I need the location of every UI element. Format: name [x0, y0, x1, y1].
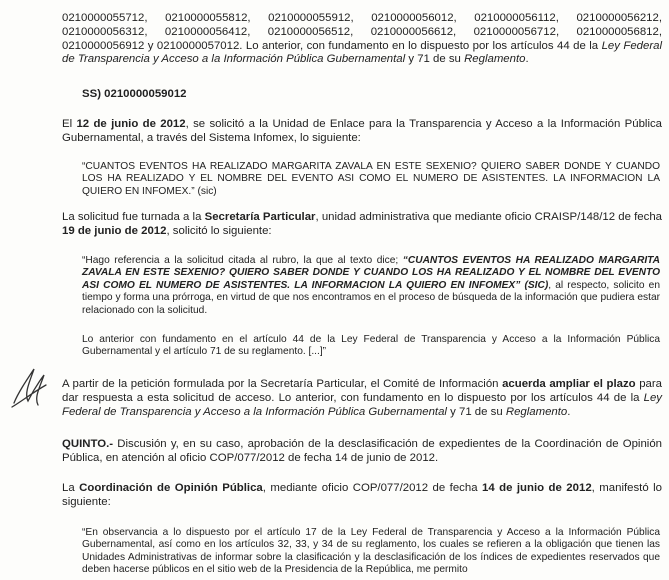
- observance-quote: “En observancia a lo dispuesto por el artículo 17 de la Ley Federal de Transparencia y Acceso a la Información Pública Gubernamental, así como en los artículos 32, 33, y 34 de su reglamento, los cuales se refieren a la obligación que tienen las Unidades Administrativas de informar sobre la clasificación y la desclasificación de los índices de expedientes reservados que deben hacerse públicos en el sitio web de la Presidencia de la República, me permito: [82, 527, 660, 576]
- section-heading-ss: SS) 0210000059012: [82, 88, 187, 100]
- coordination-unit-name: Coordinación de Opinión Pública: [79, 482, 263, 494]
- request-quote: “CUANTOS EVENTOS HA REALIZADO MARGARITA ZAVALA EN ESTE SEXENIO? QUIERO SABER DONDE Y CUANDO LOS HA REALIZADO Y EL NOMBRE DEL EVENTO ASI COMO EL NUMERO DE ASISTENTES. LA INFORMACION LA QUIERO EN INFOMEX.” (sic): [82, 161, 660, 197]
- coordination-date: 14 de junio de 2012: [482, 482, 592, 494]
- law-name: Ley Federal de Transparencia y Acceso a la Información Pública Gubernamental: [62, 39, 662, 66]
- handwritten-signature: [8, 363, 50, 411]
- agreement-text: acuerda ampliar el plazo: [502, 378, 636, 390]
- referral-paragraph: La solicitud fue turnada a la Secretaría Particular, unidad administrativa que mediante oficio CRAISP/148/12 de fecha 19 de junio de 2012, solicitó lo siguiente:: [62, 211, 663, 237]
- referral-date: 19 de junio de 2012: [62, 224, 167, 237]
- extension-request-quote: “Hago referencia a la solicitud citada al rubro, la que al texto dice; “CUANTOS EVENTOS HA REALIZADO MARGARITA ZAVALA EN ESTE SEXENIO? QUIERO SABER DONDE Y CUANDO LOS HA REALIZADO Y EL NOMBRE DEL EVENTO ASI COMO EL NUMERO DE ASISTENTES. LA INFORMACION LA QUIERO EN INFOMEX” (SIC), al respecto, solicito en tiempo y forma una prórroga, en virtud de que nos encontramos en el proceso de búsqueda de la información que pudiera estar relacionado con la solicitud.: [82, 255, 660, 316]
- folio-list-paragraph: 0210000055712, 0210000055812, 0210000055912, 0210000056012, 0210000056112, 0210000056212, 0210000056312, 0210000056412, 0210000056512, 0210000056612, 0210000056712, 0210000056812, 0210000056912 y 0210000057012. Lo anterior, con fundamento en lo dispuesto por los artículos 44 de la Ley Federal de Transparencia y Acceso a la Información Pública Gubernamental y 71 de su Reglamento.: [62, 12, 662, 66]
- request-paragraph: El 12 de junio de 2012, se solicitó a la Unidad de Enlace para la Transparencia y Acceso a la Información Pública Gubernamental, a través del Sistema Infomex, lo siguiente:: [62, 118, 663, 144]
- legal-basis-quote: Lo anterior con fundamento en el artículo 44 de la Ley Federal de Transparencia y Acceso a la Información Pública Gubernamental y el artículo 71 de su reglamento. [...]”: [82, 334, 660, 358]
- committee-agreement-paragraph: A partir de la petición formulada por la Secretaría Particular, el Comité de Información acuerda ampliar el plazo para dar respuesta a esta solicitud de acceso. Lo anterior, con fundamento en lo dispuesto por los artículos 44 de la Ley Federal de Transparencia y Acceso a la Información Pública Gubernamental y 71 de su Reglamento.: [62, 378, 662, 418]
- folio-list: 0210000055712, 0210000055812, 0210000055912, 0210000056012, 0210000056112, 0210000056212, 0210000056312, 0210000056412, 0210000056512, 0210000056612, 0210000056712, 0210000056812, 0210000056912 y 0210000057012.: [62, 12, 662, 52]
- quinto-paragraph: QUINTO.- Discusión y, en su caso, aprobación de la desclasificación de expedientes de la Coordinación de Opinión Pública, en atención al oficio COP/077/2012 de fecha 14 de junio de 2012.: [62, 438, 662, 464]
- request-date: 12 de junio de 2012: [76, 118, 186, 130]
- quoted-request: “CUANTOS EVENTOS HA REALIZADO MARGARITA ZAVALA EN ESTE SEXENIO? QUIERO SABER DONDE Y CUANDO LOS HA REALIZADO Y EL NOMBRE DEL EVENTO ASI COMO EL NUMERO DE ASISTENTES. LA INFORMACION LA QUIERO EN INFOMEX” (SIC): [82, 255, 660, 291]
- unit-name: Secretaría Particular: [204, 211, 316, 223]
- quinto-label: QUINTO.-: [62, 438, 114, 450]
- regulation-name: Reglamento: [464, 53, 526, 66]
- coordination-paragraph: La Coordinación de Opinión Pública, mediante oficio COP/077/2012 de fecha 14 de junio de 2012, manifestó lo siguiente:: [62, 482, 662, 508]
